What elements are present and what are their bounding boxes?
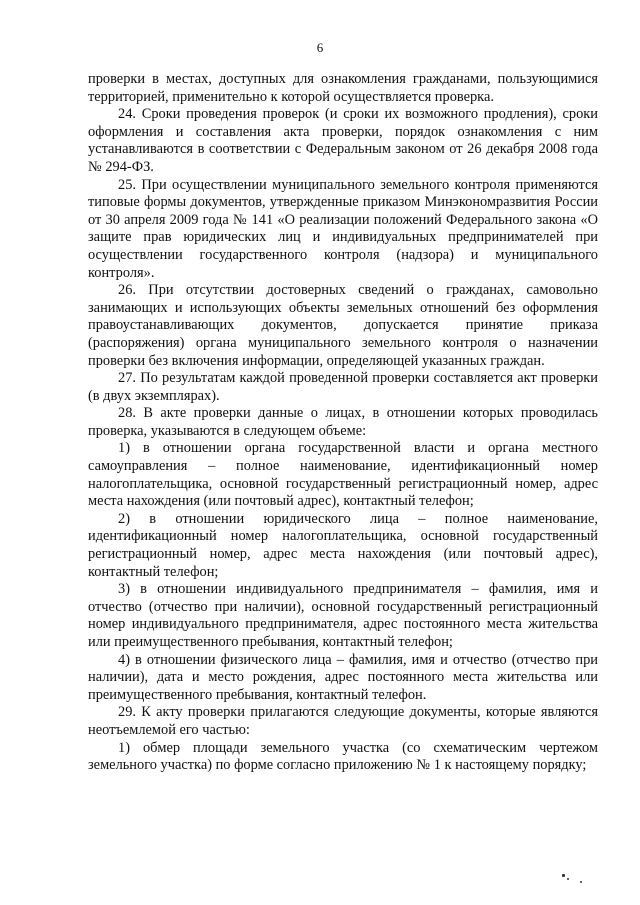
scan-speck — [567, 878, 569, 880]
paragraph-continuation: проверки в местах, доступных для ознакомления гражданами, пользующимися территорией, применительно к которой осуществляется проверка. — [88, 71, 598, 105]
paragraph-28-item-3: 3) в отношении индивидуального предпринимателя – фамилия, имя и отчество (отчество при наличии), основной государственный регистрационный номер индивидуального предпринимателя, адрес постоянного места жительства или преимущественного пребывания, контактный телефон; — [88, 581, 598, 650]
scan-speck — [580, 881, 582, 883]
paragraph-24: 24. Сроки проведения проверок (и сроки их возможного продления), сроки оформления и составления акта проверки, порядок ознакомления с ним устанавливаются в соответствии с Федеральным законом от 26 декабря 2008 года № 294-ФЗ. — [88, 106, 598, 175]
paragraph-26: 26. При отсутствии достоверных сведений о гражданах, самовольно занимающих и использующих объекты земельных отношений без оформления правоустанавливающих документов, допускается принятие приказа (распоряжения) органа муниципального земельного контроля о назначении проверки без включения информации, определяющей указанных граждан. — [88, 282, 598, 369]
paragraph-29: 29. К акту проверки прилагаются следующие документы, которые являются неотъемлемой его частью: — [88, 704, 598, 738]
paragraph-28-item-1: 1) в отношении органа государственной власти и органа местного самоуправления – полное наименование, идентификационный номер налогоплательщика, основной государственный регистрационный номер, адрес места нахождения (или почтовый адрес), контактный телефон; — [88, 440, 598, 510]
paragraph-25: 25. При осуществлении муниципального земельного контроля применяются типовые формы документов, утвержденные приказом Минэкономразвития России от 30 апреля 2009 года № 141 «О реализации положений Федерального закона «О защите прав юридических лиц и индивидуальных предпринимателей при осуществлении государственного контроля (надзора) и муниципального контроля». — [88, 176, 598, 281]
scan-speck — [562, 874, 565, 877]
paragraph-27: 27. По результатам каждой проведенной проверки составляется акт проверки (в двух экземплярах). — [88, 370, 598, 404]
paragraph-28-item-2: 2) в отношении юридического лица – полное наименование, идентификационный номер налогоплательщика, основной государственный регистрационный номер, адрес места нахождения (или почтовый адрес), контактный телефон; — [88, 510, 598, 580]
page-number: 6 — [316, 40, 324, 55]
paragraph-28-item-4: 4) в отношении физического лица – фамилия, имя и отчество (отчество при наличии), дата и место рождения, адрес постоянного места жительства или преимущественного пребывания, контактный телефон. — [88, 651, 598, 703]
paragraph-29-item-1: 1) обмер площади земельного участка (со схематическим чертежом земельного участка) по форме согласно приложению № 1 к настоящему порядку; — [88, 739, 598, 774]
paragraph-28: 28. В акте проверки данные о лицах, в отношении которых проводилась проверка, указываются в следующем объеме: — [88, 405, 598, 439]
scan-specks — [562, 872, 592, 886]
document-body — [88, 71, 598, 775]
